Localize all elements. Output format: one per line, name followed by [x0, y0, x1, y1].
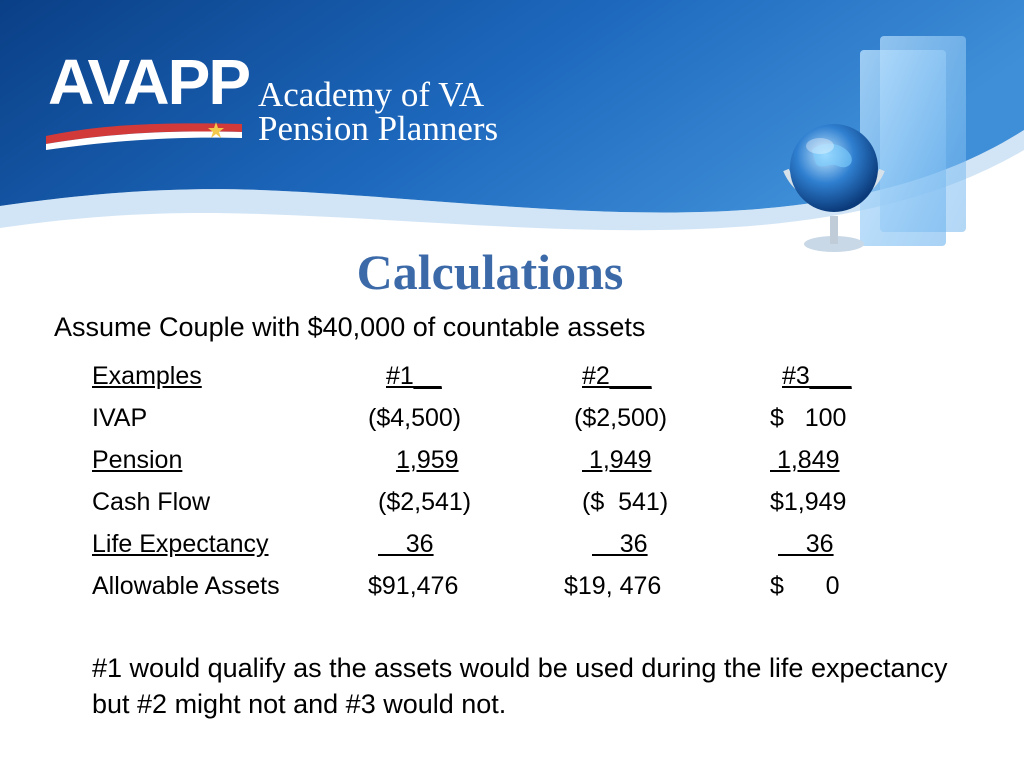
logo-swoosh-icon	[44, 112, 244, 152]
logo-organization-name	[258, 75, 499, 148]
header-example-3: #3___	[782, 362, 852, 390]
value-example-3: 36	[778, 530, 834, 558]
value-example-3: $ 0	[770, 572, 840, 600]
value-example-2: ($ 541)	[582, 488, 669, 516]
row-label: Allowable Assets	[92, 572, 280, 600]
value-example-1: ($4,500)	[368, 404, 462, 432]
header-example-2: #2___	[582, 362, 652, 390]
header-examples: Examples	[92, 362, 202, 390]
value-example-2: $19, 476	[564, 572, 662, 600]
slide-title: Calculations	[356, 244, 624, 300]
value-example-3: $ 100	[770, 404, 847, 432]
value-example-3: $1,949	[770, 488, 847, 516]
row-label: Cash Flow	[92, 488, 211, 516]
logo-avapp: AVAPP	[48, 46, 249, 118]
value-example-1: 36	[378, 530, 434, 558]
intro-text: Assume Couple with $40,000 of countable assets	[54, 312, 646, 342]
globe-decoration-icon	[760, 20, 1024, 280]
row-label: Life Expectancy	[92, 530, 269, 558]
row-label: IVAP	[92, 404, 148, 432]
value-example-1: 1,959	[396, 446, 459, 474]
header-example-1: #1__	[386, 362, 442, 390]
value-example-1: ($2,541)	[378, 488, 472, 516]
value-example-2: ($2,500)	[574, 404, 668, 432]
value-example-1: $91,476	[368, 572, 459, 600]
logo-line-2: Pension Planners	[258, 109, 499, 148]
row-label: Pension	[92, 446, 183, 474]
logo-line-1: Academy of VA	[258, 75, 485, 114]
value-example-2: 1,949	[582, 446, 652, 474]
value-example-3: 1,849	[770, 446, 840, 474]
conclusion-text: #1 would qualify as the assets would be used during the life expectancy but #2 might not and #3 would not.	[92, 653, 948, 719]
value-example-2: 36	[592, 530, 648, 558]
